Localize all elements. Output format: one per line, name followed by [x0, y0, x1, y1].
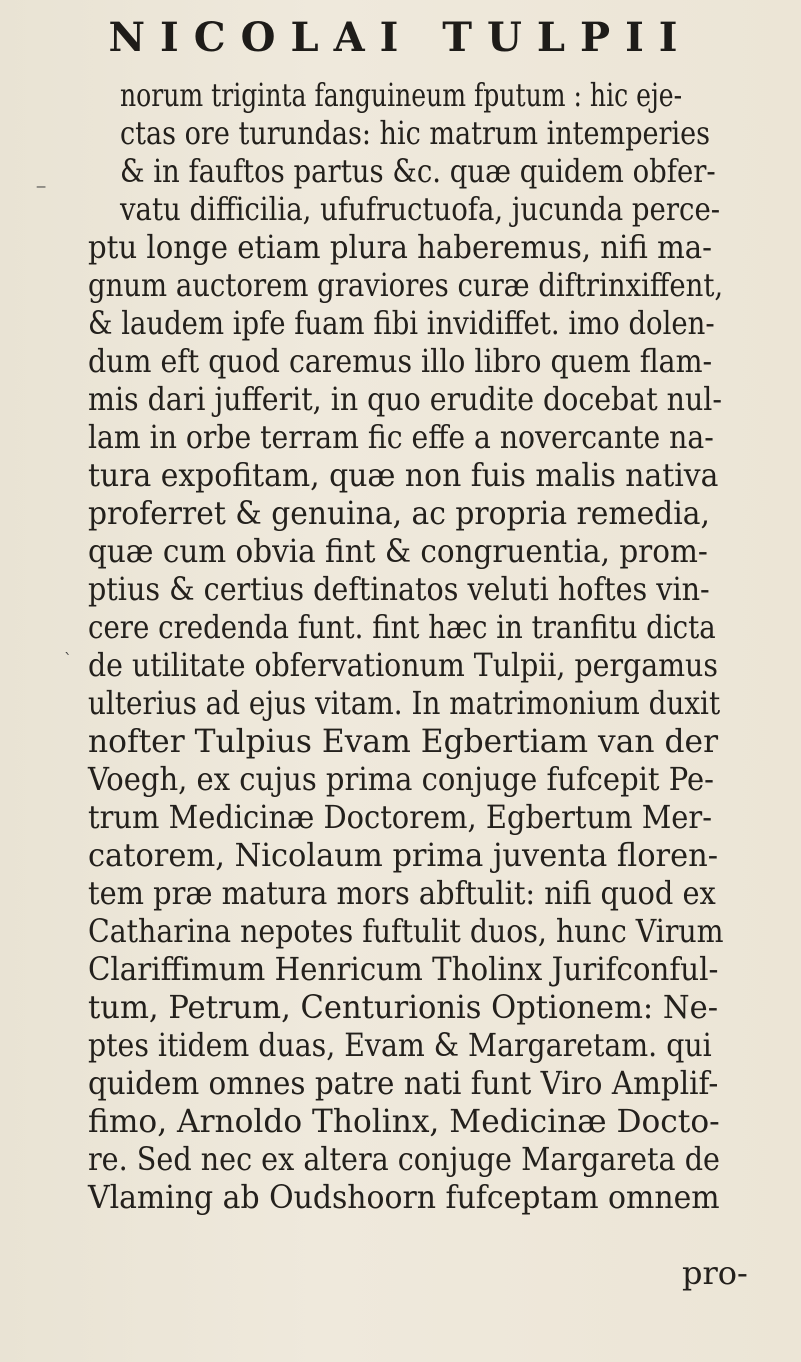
text-line: quidem omnes patre nati funt Viro Amplif-: [88, 1064, 719, 1102]
text-line: ptius & certius deftinatos veluti hoftes vin-: [88, 570, 710, 608]
text-line: proferret & genuina, ac propria remedia,: [88, 494, 710, 532]
text-line: Catharina nepotes fuftulit duos, hunc Virum: [88, 912, 724, 950]
text-line: de utilitate obfervationum Tulpii, pergamus: [88, 646, 718, 684]
text-line: tem præ matura mors abftulit: nifi quod ex: [88, 874, 716, 912]
text-line: tura expofitam, quæ non fuis malis nativa: [88, 456, 719, 494]
text-line: & in fauftos partus &c. quæ quidem obfer-: [120, 152, 716, 190]
text-line: mis dari jufferit, in quo erudite docebat nul-: [88, 380, 722, 418]
text-line: tum, Petrum, Centurionis Optionem: Ne-: [88, 988, 719, 1026]
text-line: ptu longe etiam plura haberemus, nifi ma-: [88, 228, 712, 266]
text-line: catorem, Nicolaum prima juventa floren-: [88, 836, 719, 874]
margin-mark: ‒: [36, 176, 47, 195]
text-line: vatu difficilia, ufufructuofa, jucunda perce-: [120, 190, 721, 228]
catchword: pro-: [682, 1254, 748, 1292]
text-line: trum Medicinæ Doctorem, Egbertum Mer-: [88, 798, 712, 836]
text-line: gnum auctorem graviores curæ diftrinxiffent,: [88, 266, 724, 304]
text-line: & laudem ipfe fuam fibi invidiffet. imo dolen-: [88, 304, 715, 342]
text-line: Clariffimum Henricum Tholinx Jurifconful-: [88, 950, 719, 988]
text-line: quæ cum obvia fint & congruentia, prom-: [88, 532, 708, 570]
text-line: dum eft quod caremus illo libro quem flam-: [88, 342, 713, 380]
text-line: lam in orbe terram fic effe a novercante na-: [88, 418, 714, 456]
text-line: Voegh, ex cujus prima conjuge fufcepit Pe-: [88, 760, 714, 798]
text-line: re. Sed nec ex altera conjuge Margareta de: [88, 1140, 720, 1178]
margin-mark: ˋ: [64, 650, 72, 669]
text-line: nofter Tulpius Evam Egbertiam van der: [88, 722, 719, 760]
text-line: fimo, Arnoldo Tholinx, Medicinæ Docto-: [88, 1102, 720, 1140]
text-line: cere credenda funt. fint hæc in tranfitu dicta: [88, 608, 716, 646]
text-line: Vlaming ab Oudshoorn fufceptam omnem: [88, 1178, 720, 1216]
text-line: ctas ore turundas: hic matrum intemperies: [120, 114, 710, 152]
text-line: ptes itidem duas, Evam & Margaretam. qui: [88, 1026, 712, 1064]
running-head: NICOLAI TULPII: [108, 14, 693, 61]
text-line: norum triginta fanguineum fputum : hic eje-: [120, 76, 683, 114]
text-line: ulterius ad ejus vitam. In matrimonium duxit: [88, 684, 721, 722]
